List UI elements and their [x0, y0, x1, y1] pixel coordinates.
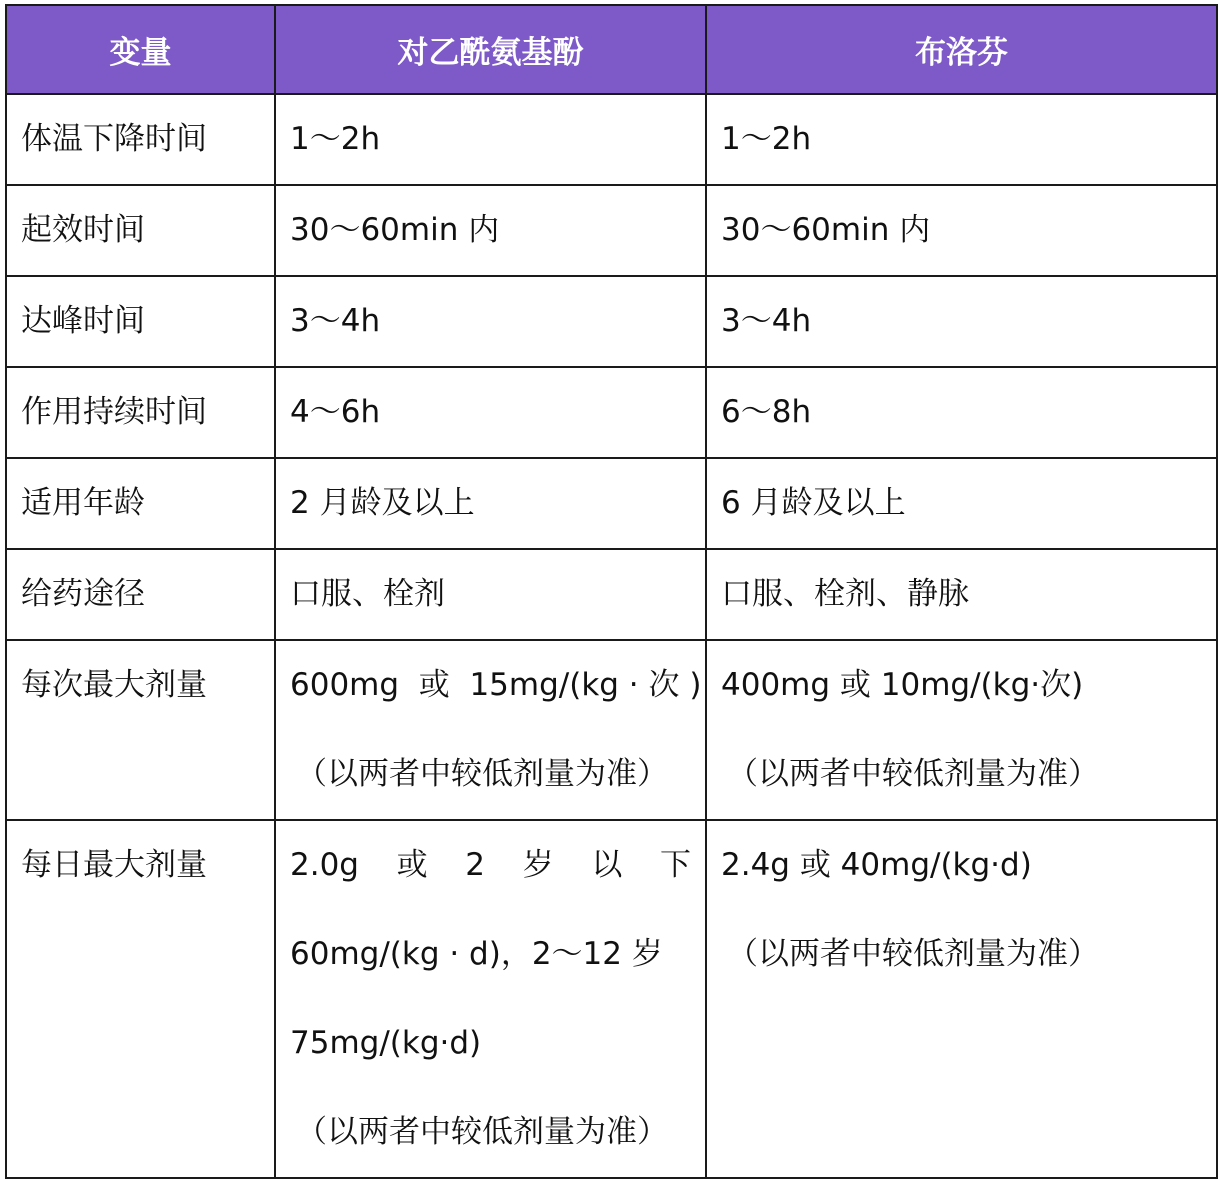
cell-text: 60mg/(kg · d)，2～12 岁 — [290, 936, 663, 972]
table-row — [6, 820, 1217, 1178]
table-row — [6, 549, 1217, 640]
cell-text: 6 月龄及以上 — [721, 485, 906, 521]
ibuprofen-cell — [706, 640, 1217, 820]
cell-text: 3～4h — [721, 303, 812, 339]
ibuprofen-cell — [706, 94, 1217, 185]
ibuprofen-cell — [706, 276, 1217, 367]
cell-text: 30～60min 内 — [721, 212, 931, 248]
cell-word: 岁 — [522, 847, 554, 883]
cell-text: 6～8h — [721, 394, 812, 430]
table-row — [6, 367, 1217, 458]
ibuprofen-cell — [706, 820, 1217, 1178]
header-acetaminophen: 对乙酰氨基酚 — [275, 5, 706, 94]
header-ibuprofen: 布洛芬 — [706, 5, 1217, 94]
cell-word: 下 — [660, 847, 691, 883]
row-variable: 作用持续时间 — [6, 367, 275, 458]
acetaminophen-cell — [275, 458, 706, 549]
row-variable: 给药途径 — [6, 549, 275, 640]
cell-text: 口服、栓剂、静脉 — [721, 576, 969, 612]
ibuprofen-cell — [706, 367, 1217, 458]
row-variable: 每次最大剂量 — [6, 640, 275, 820]
acetaminophen-cell — [275, 820, 706, 1178]
cell-text: 3～4h — [290, 303, 381, 339]
row-variable: 适用年龄 — [6, 458, 275, 549]
comparison-table — [5, 4, 1218, 1179]
table-row — [6, 94, 1217, 185]
row-variable: 体温下降时间 — [6, 94, 275, 185]
cell-text: 400mg 或 10mg/(kg·次) — [721, 667, 1084, 703]
acetaminophen-cell — [275, 640, 706, 820]
cell-text-justified — [290, 821, 691, 910]
cell-word: 2 — [465, 847, 486, 883]
cell-text: 4～6h — [290, 394, 381, 430]
cell-text: 2 月龄及以上 — [290, 485, 475, 521]
row-variable: 起效时间 — [6, 185, 275, 276]
acetaminophen-cell — [275, 276, 706, 367]
table-row — [6, 185, 1217, 276]
ibuprofen-cell — [706, 458, 1217, 549]
cell-text: 1～2h — [290, 121, 381, 157]
cell-word: 以 — [591, 847, 623, 883]
header-variable: 变量 — [6, 5, 275, 94]
header-row — [6, 5, 1217, 94]
cell-text: 30～60min 内 — [290, 212, 500, 248]
row-variable: 达峰时间 — [6, 276, 275, 367]
cell-note: （以两者中较低剂量为准） — [296, 1114, 668, 1150]
cell-word: 2.0g — [290, 847, 359, 883]
cell-text: 1～2h — [721, 121, 812, 157]
cell-note: （以两者中较低剂量为准） — [727, 756, 1099, 792]
cell-text: 75mg/(kg·d) — [290, 1025, 482, 1061]
cell-text: 600mg 或 15mg/(kg · 次 ) — [290, 667, 702, 703]
row-variable: 每日最大剂量 — [6, 820, 275, 1178]
cell-text: 口服、栓剂 — [290, 576, 445, 612]
acetaminophen-cell — [275, 367, 706, 458]
table-row — [6, 276, 1217, 367]
acetaminophen-cell — [275, 185, 706, 276]
acetaminophen-cell — [275, 549, 706, 640]
cell-word: 或 — [396, 847, 428, 883]
table-row — [6, 458, 1217, 549]
cell-text: 2.4g 或 40mg/(kg·d) — [721, 847, 1032, 883]
cell-note: （以两者中较低剂量为准） — [296, 756, 668, 792]
acetaminophen-cell — [275, 94, 706, 185]
cell-note: （以两者中较低剂量为准） — [727, 936, 1099, 972]
table-row — [6, 640, 1217, 820]
ibuprofen-cell — [706, 185, 1217, 276]
ibuprofen-cell — [706, 549, 1217, 640]
